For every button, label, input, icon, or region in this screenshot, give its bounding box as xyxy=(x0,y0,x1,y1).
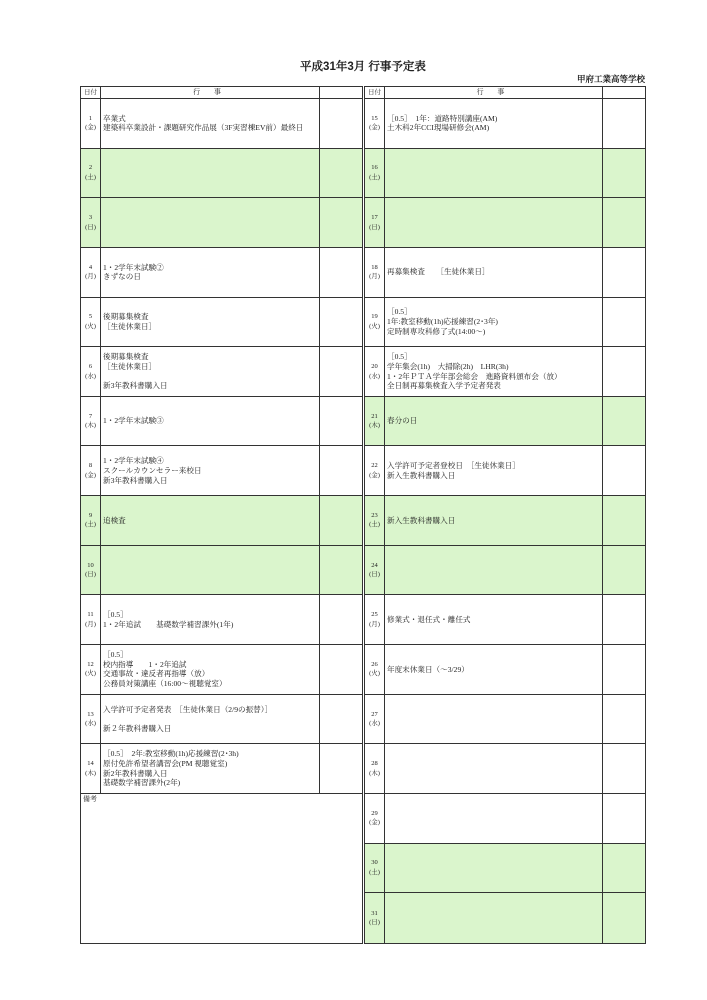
event-line: 土木科2年CCI現場研修会(AM) xyxy=(387,123,490,133)
day-of-week: (木) xyxy=(369,422,380,430)
day-of-week: (木) xyxy=(369,769,380,777)
event-line: 1・2学年末試験③ xyxy=(103,416,164,426)
event-line: 1・2年ＰＴＡ学年部会総会 進路資料頒布会（放） xyxy=(387,371,562,381)
day-row xyxy=(81,198,362,248)
extra-cell xyxy=(603,744,645,793)
event-line: 新入生教科書購入日 xyxy=(387,470,456,480)
day-row xyxy=(81,248,362,298)
event-cell xyxy=(385,446,603,495)
day-number: 16 xyxy=(371,164,378,172)
day-row xyxy=(81,744,362,794)
day-of-week: (土) xyxy=(369,868,380,876)
day-number: 22 xyxy=(371,462,378,470)
day-of-week: (木) xyxy=(85,422,96,430)
event-line: ［0.5］ 1年：道路特別講座(AM) xyxy=(387,113,498,123)
date-cell xyxy=(81,446,101,495)
extra-cell xyxy=(603,446,645,495)
extra-cell xyxy=(320,347,362,396)
extra-cell xyxy=(603,844,645,893)
day-row xyxy=(81,446,362,496)
event-line: 1・2学年末試験② xyxy=(103,262,164,272)
event-line: 1・2年追試 基礎数学補習課外(1年) xyxy=(103,619,234,629)
day-row xyxy=(365,149,645,199)
day-number: 19 xyxy=(371,313,378,321)
day-row xyxy=(365,546,645,596)
event-line: 1・2学年末試験④ xyxy=(103,456,164,466)
extra-cell xyxy=(320,695,362,744)
event-line: 春分の日 xyxy=(387,416,418,426)
day-of-week: (木) xyxy=(85,769,96,777)
date-cell xyxy=(81,546,101,595)
day-number: 9 xyxy=(88,511,93,519)
day-row xyxy=(81,695,362,745)
day-number: 6 xyxy=(88,363,93,371)
day-number: 5 xyxy=(88,313,93,321)
event-cell xyxy=(385,397,603,446)
day-number: 12 xyxy=(87,660,94,668)
day-row xyxy=(81,397,362,447)
day-of-week: (月) xyxy=(369,273,380,281)
event-cell xyxy=(385,595,603,644)
extra-cell xyxy=(320,99,362,148)
date-cell xyxy=(365,198,385,247)
event-line: 再募集検査 ［生徒休業日］ xyxy=(387,267,490,277)
extra-cell xyxy=(603,397,645,446)
extra-cell xyxy=(320,198,362,247)
event-line: 校内指導 1・2年追試 xyxy=(103,659,187,669)
event-line: 全日制再募集検査入学予定者発表 xyxy=(387,381,501,391)
day-row xyxy=(365,595,645,645)
event-cell xyxy=(101,446,320,495)
extra-cell xyxy=(603,546,645,595)
day-row xyxy=(365,496,645,546)
day-of-week: (日) xyxy=(369,223,380,231)
date-cell xyxy=(365,397,385,446)
event-cell xyxy=(385,744,603,793)
header-event-label: 行 事 xyxy=(385,87,603,98)
event-line: 学年集会(1h) 大掃除(2h) LHR(3h) xyxy=(387,361,509,371)
date-cell xyxy=(81,695,101,744)
day-number: 28 xyxy=(371,760,378,768)
event-cell xyxy=(385,298,603,347)
date-cell xyxy=(365,645,385,694)
event-line: スクールカウンセラー来校日 xyxy=(103,466,202,475)
date-cell xyxy=(365,248,385,297)
schedule-table-right xyxy=(364,86,646,944)
date-cell xyxy=(365,99,385,148)
day-row xyxy=(365,744,645,794)
extra-cell xyxy=(603,645,645,694)
extra-cell xyxy=(320,397,362,446)
extra-cell xyxy=(320,298,362,347)
date-cell xyxy=(81,99,101,148)
event-line: 修業式・退任式・離任式 xyxy=(387,614,471,624)
day-number: 29 xyxy=(371,809,378,817)
event-cell xyxy=(385,695,603,744)
date-cell xyxy=(81,248,101,297)
extra-cell xyxy=(320,645,362,694)
day-number: 8 xyxy=(88,462,93,470)
event-cell xyxy=(101,397,320,446)
header-extra-cell xyxy=(320,87,362,98)
event-cell xyxy=(385,794,603,843)
date-cell xyxy=(81,744,101,793)
day-number: 15 xyxy=(371,114,378,122)
day-of-week: (日) xyxy=(369,919,380,927)
day-of-week: (月) xyxy=(85,273,96,281)
day-rows xyxy=(365,99,645,943)
event-line: 基礎数学補習課外(2年) xyxy=(103,778,181,788)
day-of-week: (金) xyxy=(85,124,96,132)
day-row xyxy=(81,149,362,199)
date-cell xyxy=(81,595,101,644)
schedule-table-left xyxy=(80,86,363,944)
date-cell xyxy=(365,695,385,744)
date-cell xyxy=(365,744,385,793)
date-cell xyxy=(81,347,101,396)
day-of-week: (土) xyxy=(85,173,96,181)
event-line: ［生徒休業日］ xyxy=(103,361,157,371)
day-number: 20 xyxy=(371,363,378,371)
extra-cell xyxy=(603,893,645,943)
event-line: 入学許可予定者登校日 ［生徒休業日］ xyxy=(387,461,520,471)
day-of-week: (水) xyxy=(85,720,96,727)
event-line xyxy=(103,714,319,724)
extra-cell xyxy=(603,198,645,247)
table-header xyxy=(81,87,362,99)
event-cell xyxy=(101,149,320,198)
event-cell xyxy=(385,496,603,545)
event-cell xyxy=(385,99,603,148)
day-row xyxy=(365,695,645,745)
day-of-week: (日) xyxy=(85,223,96,231)
event-line: ［0.5］ 2年:教室移動(1h)応援練習(2･3h) xyxy=(103,749,239,759)
day-number: 2 xyxy=(88,164,93,172)
event-line: 1年:教室移動(1h)応援練習(2･3年) xyxy=(387,317,498,327)
extra-cell xyxy=(603,496,645,545)
day-number: 25 xyxy=(371,611,378,619)
day-of-week: (金) xyxy=(369,819,380,827)
day-row xyxy=(365,446,645,496)
event-cell xyxy=(385,347,603,396)
date-cell xyxy=(365,595,385,644)
event-cell xyxy=(385,198,603,247)
date-cell xyxy=(365,794,385,843)
date-cell xyxy=(365,347,385,396)
day-number: 4 xyxy=(88,263,93,271)
day-of-week: (火) xyxy=(369,670,380,678)
day-row xyxy=(365,893,645,943)
event-cell xyxy=(385,149,603,198)
day-row xyxy=(365,347,645,397)
event-cell xyxy=(101,248,320,297)
event-line: 新2年教科書購入日 xyxy=(103,768,168,778)
header-event-label: 行 事 xyxy=(101,87,320,98)
day-number: 3 xyxy=(88,214,93,222)
day-of-week: (土) xyxy=(85,521,96,529)
day-of-week: (日) xyxy=(369,571,380,579)
day-number: 10 xyxy=(87,561,94,569)
event-line: 追検査 xyxy=(103,515,126,525)
day-number: 27 xyxy=(371,710,378,718)
day-of-week: (日) xyxy=(85,571,96,579)
day-number: 31 xyxy=(371,909,378,917)
date-cell xyxy=(365,149,385,198)
day-row xyxy=(81,347,362,397)
page-title: 平成31年3月 行事予定表 xyxy=(300,61,426,73)
event-line: 後期募集検査 xyxy=(103,352,149,362)
extra-cell xyxy=(320,595,362,644)
event-line: 公務員対策講座（16:00～視聴覚室） xyxy=(103,678,227,688)
day-of-week: (月) xyxy=(369,620,380,628)
notes-box xyxy=(81,794,362,943)
date-cell xyxy=(81,397,101,446)
header-extra-cell xyxy=(603,87,645,98)
event-line: きずなの日 xyxy=(103,272,141,282)
extra-cell xyxy=(320,149,362,198)
event-cell xyxy=(101,595,320,644)
day-of-week: (火) xyxy=(85,322,96,330)
event-line: ［0.5］ xyxy=(387,307,412,317)
extra-cell xyxy=(320,744,362,793)
event-cell xyxy=(101,695,320,744)
event-line: 新3年教科書購入日 xyxy=(103,475,168,485)
event-line: 建築科卒業設計・課題研究作品展（3F実習棟EV前）最終日 xyxy=(103,123,304,133)
event-line: 入学許可予定者発表 ［生徒休業日（2/9の振替）］ xyxy=(103,704,273,714)
date-cell xyxy=(365,844,385,893)
day-row xyxy=(365,248,645,298)
day-of-week: (土) xyxy=(369,521,380,529)
day-row xyxy=(365,99,645,149)
date-cell xyxy=(81,645,101,694)
day-row xyxy=(81,546,362,596)
event-line xyxy=(103,372,319,382)
event-cell xyxy=(101,496,320,545)
extra-cell xyxy=(603,347,645,396)
school-name: 甲府工業高等学校 xyxy=(576,74,645,84)
day-of-week: (月) xyxy=(85,620,96,628)
header-date-label: 日付 xyxy=(81,87,101,98)
notes-label: 備考 xyxy=(83,794,97,803)
date-cell xyxy=(365,893,385,943)
day-row xyxy=(365,645,645,695)
day-number: 18 xyxy=(371,263,378,271)
day-row xyxy=(365,397,645,447)
day-row xyxy=(365,794,645,844)
event-line: ［0.5］ xyxy=(103,650,128,660)
day-of-week: (土) xyxy=(369,173,380,181)
day-number: 24 xyxy=(371,561,378,569)
event-line: 原付免許希望者講習会(PM 視聴覚室) xyxy=(103,759,228,769)
date-cell xyxy=(365,298,385,347)
event-cell xyxy=(385,546,603,595)
event-line: 年度末休業日（～3/29） xyxy=(387,664,469,674)
event-cell xyxy=(101,198,320,247)
day-of-week: (火) xyxy=(369,322,380,330)
day-number: 14 xyxy=(87,760,94,768)
extra-cell xyxy=(603,298,645,347)
date-cell xyxy=(81,496,101,545)
event-cell xyxy=(385,645,603,694)
day-number: 11 xyxy=(87,611,94,619)
day-of-week: (金) xyxy=(369,471,380,479)
extra-cell xyxy=(603,595,645,644)
day-of-week: (金) xyxy=(85,471,96,479)
event-cell xyxy=(385,893,603,943)
day-row xyxy=(81,496,362,546)
header-date-label: 日付 xyxy=(365,87,385,98)
extra-cell xyxy=(320,446,362,495)
extra-cell xyxy=(603,149,645,198)
date-cell xyxy=(365,446,385,495)
extra-cell xyxy=(603,695,645,744)
date-cell xyxy=(365,546,385,595)
day-rows xyxy=(81,99,362,794)
date-cell xyxy=(81,198,101,247)
extra-cell xyxy=(603,99,645,148)
event-cell xyxy=(101,546,320,595)
day-number: 23 xyxy=(371,511,378,519)
table-header xyxy=(365,87,645,99)
day-number: 13 xyxy=(87,710,94,718)
extra-cell xyxy=(603,248,645,297)
day-row xyxy=(81,99,362,149)
event-line: 新入生教科書購入日 xyxy=(387,515,456,525)
day-of-week: (水) xyxy=(369,372,380,380)
day-row xyxy=(81,595,362,645)
event-cell xyxy=(385,844,603,893)
date-cell xyxy=(81,149,101,198)
extra-cell xyxy=(320,248,362,297)
day-number: 17 xyxy=(371,214,378,222)
extra-cell xyxy=(320,546,362,595)
event-line: 卒業式 xyxy=(103,113,126,123)
day-row xyxy=(365,844,645,894)
event-line: ［0.5］ xyxy=(387,352,412,362)
date-cell xyxy=(365,496,385,545)
day-of-week: (水) xyxy=(85,372,96,380)
day-of-week: (火) xyxy=(85,670,96,678)
event-cell xyxy=(101,347,320,396)
event-line: 新3年教科書購入日 xyxy=(103,381,168,391)
date-cell xyxy=(81,298,101,347)
event-line: 後期募集検査 xyxy=(103,312,149,322)
event-line: 定時制専攻科修了式(14:00～) xyxy=(387,326,486,336)
day-number: 30 xyxy=(371,859,378,867)
day-row xyxy=(81,298,362,348)
day-of-week: (金) xyxy=(369,124,380,132)
day-number: 26 xyxy=(371,660,378,668)
extra-cell xyxy=(320,496,362,545)
day-number: 7 xyxy=(88,412,93,420)
day-row xyxy=(81,645,362,695)
event-line: ［生徒休業日］ xyxy=(103,321,157,331)
extra-cell xyxy=(603,794,645,843)
day-row xyxy=(365,298,645,348)
day-number: 1 xyxy=(88,114,93,122)
event-cell xyxy=(385,248,603,297)
event-line: ［0.5］ xyxy=(103,610,128,620)
event-line: 交通事故・違反者再指導（放） xyxy=(103,669,210,679)
day-row xyxy=(365,198,645,248)
event-cell xyxy=(101,645,320,694)
event-cell xyxy=(101,99,320,148)
event-cell xyxy=(101,744,320,793)
event-cell xyxy=(101,298,320,347)
event-line: 新２年教科書購入日 xyxy=(103,723,172,733)
day-of-week: (水) xyxy=(369,720,380,727)
day-number: 21 xyxy=(371,412,378,420)
